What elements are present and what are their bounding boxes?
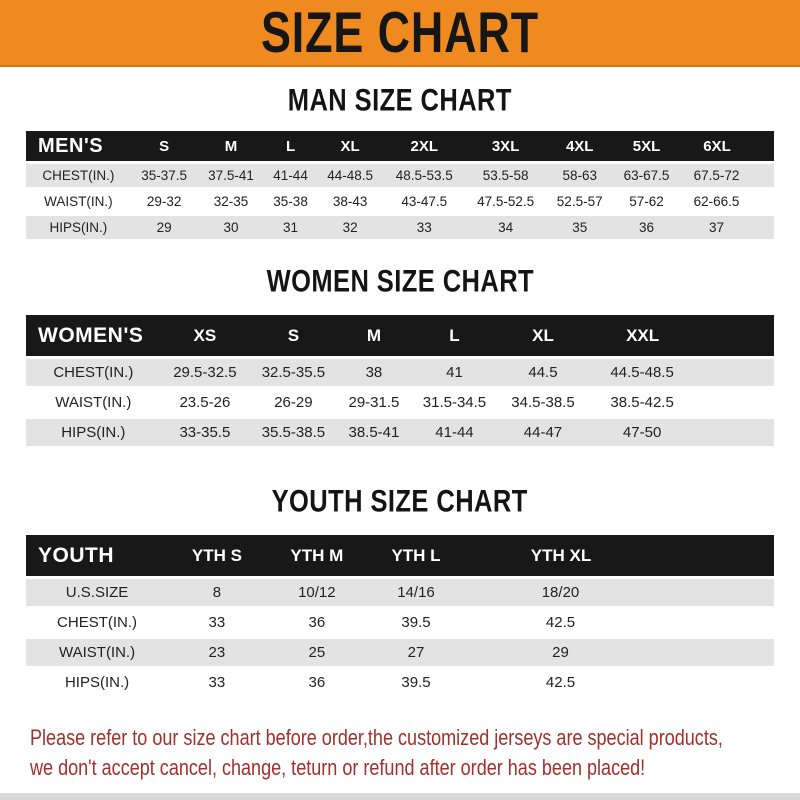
column-header-cell: L bbox=[264, 131, 316, 161]
value-cell: 37 bbox=[680, 216, 774, 239]
column-header-cell: XS bbox=[161, 315, 250, 356]
value-cell: 48.5-53.5 bbox=[384, 164, 465, 187]
womens-size-table bbox=[26, 312, 774, 449]
table-row bbox=[26, 579, 774, 606]
value-cell: 41-44 bbox=[410, 419, 499, 446]
value-cell: 62-66.5 bbox=[680, 190, 774, 213]
value-cell: 33 bbox=[384, 216, 465, 239]
value-cell: 8 bbox=[168, 579, 266, 606]
value-cell: 44.5-48.5 bbox=[587, 359, 774, 386]
column-header-cell: 3XL bbox=[465, 131, 546, 161]
youth-size-table bbox=[26, 532, 774, 699]
row-label-cell: WAIST(IN.) bbox=[26, 190, 131, 213]
column-header-cell: XL bbox=[499, 315, 588, 356]
column-header-cell: YTH S bbox=[168, 535, 266, 576]
table-row bbox=[26, 609, 774, 636]
column-header-cell: S bbox=[131, 131, 198, 161]
value-cell: 35 bbox=[546, 216, 613, 239]
table-header-row bbox=[26, 535, 774, 576]
value-cell: 32-35 bbox=[198, 190, 265, 213]
value-cell: 52.5-57 bbox=[546, 190, 613, 213]
value-cell: 44-48.5 bbox=[317, 164, 384, 187]
column-header-cell: L bbox=[410, 315, 499, 356]
value-cell: 38-43 bbox=[317, 190, 384, 213]
value-cell: 36 bbox=[613, 216, 680, 239]
women-size-chart-heading bbox=[0, 242, 800, 312]
value-cell: 18/20 bbox=[464, 579, 774, 606]
women-size-chart-heading-text: WOMEN SIZE CHART bbox=[266, 264, 534, 299]
value-cell: 35.5-38.5 bbox=[249, 419, 338, 446]
disclaimer-line-1: Please refer to our size chart before order,the customized jerseys are special products, bbox=[30, 725, 723, 750]
row-label-cell: U.S.SIZE bbox=[26, 579, 168, 606]
value-cell: 63-67.5 bbox=[613, 164, 680, 187]
value-cell: 42.5 bbox=[464, 669, 774, 696]
man-size-chart-heading bbox=[0, 67, 800, 128]
value-cell: 34.5-38.5 bbox=[499, 389, 588, 416]
youth-size-chart-heading-text: YOUTH SIZE CHART bbox=[271, 484, 529, 519]
value-cell: 29-32 bbox=[131, 190, 198, 213]
size-chart-banner bbox=[0, 0, 800, 67]
table-row bbox=[26, 669, 774, 696]
table-row bbox=[26, 359, 774, 386]
row-label-cell: HIPS(IN.) bbox=[26, 669, 168, 696]
table-row bbox=[26, 419, 774, 446]
row-label-cell: HIPS(IN.) bbox=[26, 216, 131, 239]
table-row bbox=[26, 164, 774, 187]
value-cell: 36 bbox=[266, 609, 368, 636]
value-cell: 14/16 bbox=[368, 579, 464, 606]
column-header-cell: YTH L bbox=[368, 535, 464, 576]
value-cell: 39.5 bbox=[368, 609, 464, 636]
value-cell: 33-35.5 bbox=[161, 419, 250, 446]
column-header-cell: 4XL bbox=[546, 131, 613, 161]
value-cell: 44-47 bbox=[499, 419, 588, 446]
mens-size-table bbox=[26, 128, 774, 242]
value-cell: 29 bbox=[464, 639, 774, 666]
value-cell: 32.5-35.5 bbox=[249, 359, 338, 386]
value-cell: 44.5 bbox=[499, 359, 588, 386]
value-cell: 41 bbox=[410, 359, 499, 386]
youth-size-chart-heading bbox=[0, 449, 800, 532]
column-header-cell: S bbox=[249, 315, 338, 356]
value-cell: 23.5-26 bbox=[161, 389, 250, 416]
value-cell: 29 bbox=[131, 216, 198, 239]
value-cell: 35-37.5 bbox=[131, 164, 198, 187]
value-cell: 34 bbox=[465, 216, 546, 239]
row-label-cell: CHEST(IN.) bbox=[26, 609, 168, 636]
table-header-row bbox=[26, 131, 774, 161]
value-cell: 36 bbox=[266, 669, 368, 696]
value-cell: 42.5 bbox=[464, 609, 774, 636]
table-header-row bbox=[26, 315, 774, 356]
table-row bbox=[26, 389, 774, 416]
column-header-cell: M bbox=[338, 315, 411, 356]
value-cell: 29-31.5 bbox=[338, 389, 411, 416]
column-header-cell: 2XL bbox=[384, 131, 465, 161]
value-cell: 35-38 bbox=[264, 190, 316, 213]
value-cell: 32 bbox=[317, 216, 384, 239]
value-cell: 47.5-52.5 bbox=[465, 190, 546, 213]
value-cell: 37.5-41 bbox=[198, 164, 265, 187]
value-cell: 53.5-58 bbox=[465, 164, 546, 187]
value-cell: 67.5-72 bbox=[680, 164, 774, 187]
column-header-cell: XXL bbox=[587, 315, 774, 356]
row-label-cell: CHEST(IN.) bbox=[26, 164, 131, 187]
column-header-cell: YTH XL bbox=[464, 535, 774, 576]
bottom-edge-strip bbox=[0, 793, 800, 800]
row-label-cell: HIPS(IN.) bbox=[26, 419, 161, 446]
row-label-cell: CHEST(IN.) bbox=[26, 359, 161, 386]
value-cell: 33 bbox=[168, 669, 266, 696]
value-cell: 33 bbox=[168, 609, 266, 636]
value-cell: 25 bbox=[266, 639, 368, 666]
value-cell: 38.5-41 bbox=[338, 419, 411, 446]
value-cell: 29.5-32.5 bbox=[161, 359, 250, 386]
column-header-cell: 6XL bbox=[680, 131, 774, 161]
value-cell: 39.5 bbox=[368, 669, 464, 696]
value-cell: 31 bbox=[264, 216, 316, 239]
value-cell: 38.5-42.5 bbox=[587, 389, 774, 416]
value-cell: 43-47.5 bbox=[384, 190, 465, 213]
banner-title: SIZE CHART bbox=[260, 0, 540, 65]
value-cell: 38 bbox=[338, 359, 411, 386]
value-cell: 47-50 bbox=[587, 419, 774, 446]
disclaimer-note bbox=[0, 723, 800, 783]
column-header-cell: 5XL bbox=[613, 131, 680, 161]
value-cell: 10/12 bbox=[266, 579, 368, 606]
value-cell: 58-63 bbox=[546, 164, 613, 187]
column-header-cell: XL bbox=[317, 131, 384, 161]
table-title-cell: YOUTH bbox=[26, 535, 168, 576]
row-label-cell: WAIST(IN.) bbox=[26, 389, 161, 416]
table-row bbox=[26, 639, 774, 666]
value-cell: 27 bbox=[368, 639, 464, 666]
value-cell: 41-44 bbox=[264, 164, 316, 187]
table-row bbox=[26, 216, 774, 239]
man-size-chart-heading-text: MAN SIZE CHART bbox=[287, 83, 513, 118]
value-cell: 57-62 bbox=[613, 190, 680, 213]
disclaimer-line-2: we don't accept cancel, change, teturn or refund after order has been placed! bbox=[30, 755, 646, 780]
table-title-cell: WOMEN'S bbox=[26, 315, 161, 356]
value-cell: 23 bbox=[168, 639, 266, 666]
value-cell: 30 bbox=[198, 216, 265, 239]
row-label-cell: WAIST(IN.) bbox=[26, 639, 168, 666]
table-title-cell: MEN'S bbox=[26, 131, 131, 161]
column-header-cell: M bbox=[198, 131, 265, 161]
table-row bbox=[26, 190, 774, 213]
value-cell: 31.5-34.5 bbox=[410, 389, 499, 416]
value-cell: 26-29 bbox=[249, 389, 338, 416]
column-header-cell: YTH M bbox=[266, 535, 368, 576]
